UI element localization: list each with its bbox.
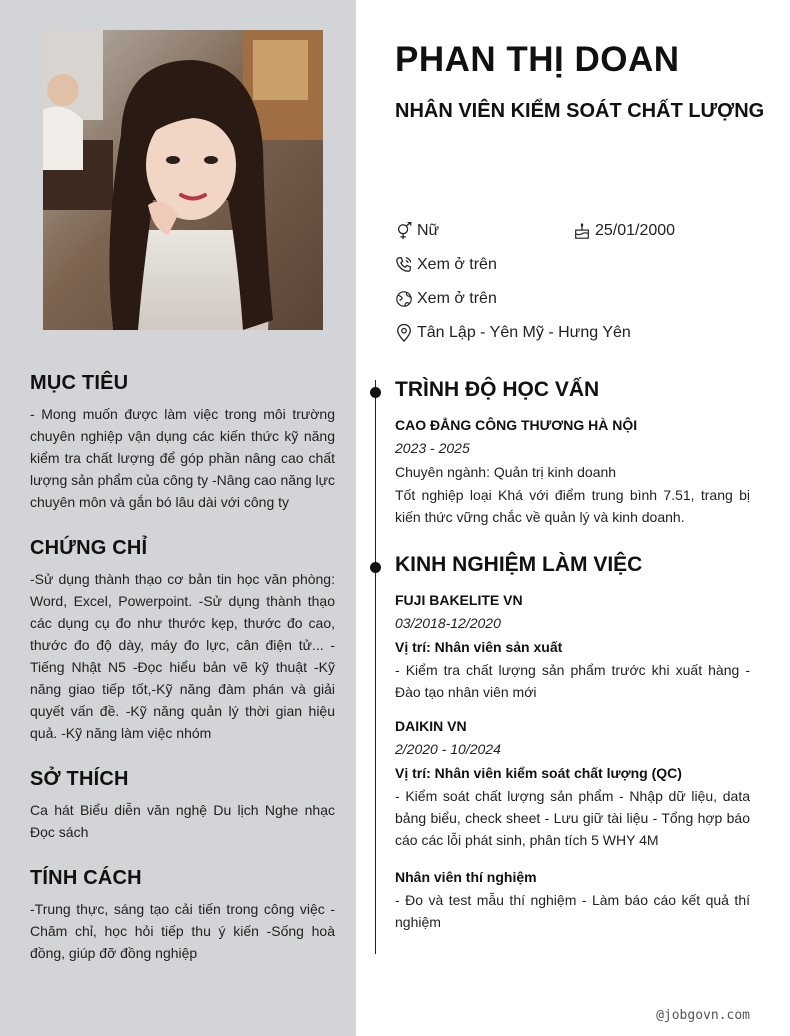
profile-photo [43,30,323,330]
job-description: - Đo và test mẫu thí nghiệm - Làm báo cáo kết quả thí nghiệm [395,892,750,930]
certificates-section [30,537,335,744]
job-period: 03/2018-12/2020 [395,615,501,631]
personality-section [30,867,335,964]
company-name: FUJI BAKELITE VN [395,592,523,608]
job-description: - Kiểm tra chất lượng sản phẩm trước khi xuất hàng - Đào tạo nhân viên mới [395,662,750,700]
birthdate-row [573,220,675,242]
job-entry [395,589,750,703]
job-entry [395,715,750,851]
birthdate-value: 25/01/2000 [595,222,676,239]
objective-text: - Mong muốn được làm việc trong môi trường chuyên nghiệp vận dụng các kiến thức kỹ năng kiểm tra chất lượng để góp phần nâng cao chất lượng sản phẩm của công ty -Nâng cao năng lực chuyên môn và gắn bó lâu dài với công ty [30,406,335,510]
education-title: TRÌNH ĐỘ HỌC VẤN [395,378,600,401]
timeline-line [375,380,376,954]
globe-icon [395,290,413,308]
hobbies-section [30,768,335,843]
objective-title: MỤC TIÊU [30,372,129,394]
job-entry [395,865,750,933]
personality-title: TÍNH CÁCH [30,867,142,889]
job-title: NHÂN VIÊN KIỂM SOÁT CHẤT LƯỢNG [395,100,765,122]
school-name: CAO ĐẲNG CÔNG THƯƠNG HÀ NỘI [395,417,638,433]
education-entry [395,414,750,528]
job-description: - Kiểm soát chất lượng sản phẩm - Nhập dữ liệu, data bảng biểu, check sheet - Lưu giữ tài liệu - Tổng hợp báo cáo các lỗi phát sinh, phân tích 5 WHY 4M [395,788,750,848]
watermark: @jobgovn.com [656,1008,750,1023]
location-pin-icon [395,324,413,342]
birthday-cake-icon [573,222,591,240]
certificates-text: -Sử dụng thành thạo cơ bản tin học văn phòng: Word, Excel, Powerpoint. -Sử dụng thành thạo các dụng cụ đo như thước kẹp, thước đo cao, thước đo độ dày, máy đo lực, cân điện tử... -Tiếng Nhật N5 -Đọc hiểu bản vẽ kỹ thuật -Kỹ năng giao tiếp tốt,-Kỹ năng đàm phán và giải quyết vấn đề. -Kỹ năng quản lý thời gian hiệu quả. -Kỹ năng làm việc nhóm [30,571,335,741]
gender-value: Nữ [417,222,440,239]
hobbies-title: SỞ THÍCH [30,768,129,790]
phone-value: Xem ở trên [417,256,497,273]
job-position: Vị trí: Nhân viên kiểm soát chất lượng (QC) [395,765,682,781]
website-row [395,288,497,310]
experience-dot [370,562,381,573]
website-value: Xem ở trên [417,290,497,307]
gender-icon [395,222,413,240]
certificates-title: CHỨNG CHỈ [30,537,148,559]
address-row [395,322,631,344]
job-period: 2/2020 - 10/2024 [395,741,501,757]
education-dot [370,387,381,398]
gender-row [395,220,439,242]
job-position: Vị trí: Nhân viên sản xuất [395,639,563,655]
education-period: 2023 - 2025 [395,440,470,456]
job-position: Nhân viên thí nghiệm [395,869,537,885]
personality-text: -Trung thực, sáng tạo cải tiến trong công việc -Chăm chỉ, học hỏi tiếp thu ý kiến -Sống hoà đồng, giúp đỡ đồng nghiệp [30,901,335,961]
address-value: Tân Lập - Yên Mỹ - Hưng Yên [417,324,631,341]
objective-section [30,372,335,513]
company-name: DAIKIN VN [395,718,467,734]
education-major: Chuyên ngành: Quản trị kinh doanh [395,464,617,480]
phone-icon [395,256,413,274]
education-description: Tốt nghiệp loại Khá với điểm trung bình 7.51, trang bị kiến thức vững chắc về quản lý và kinh doanh. [395,487,750,525]
hobbies-text: Ca hát Biểu diễn văn nghệ Du lịch Nghe nhạc Đọc sách [30,802,335,840]
experience-title: KINH NGHIỆM LÀM VIỆC [395,553,643,576]
phone-row [395,254,497,276]
candidate-name: PHAN THỊ DOAN [395,40,680,79]
